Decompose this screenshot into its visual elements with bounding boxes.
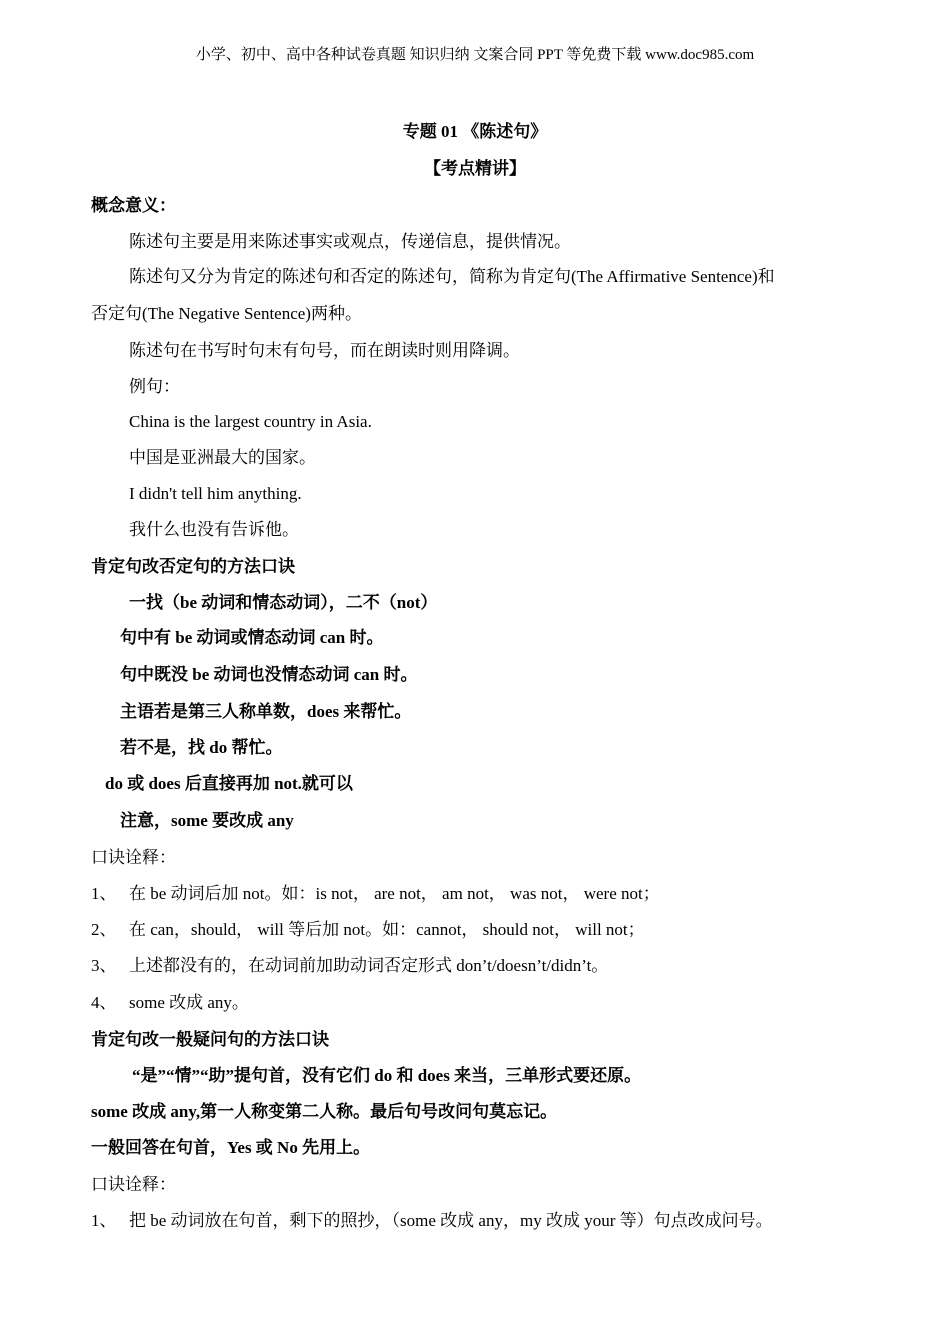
list-item: [91, 992, 249, 1014]
list-text: 上述都没有的，在动词前加助动词否定形式 don’t/doesn’t/didn’t。: [129, 956, 609, 975]
list-number: 4、: [91, 993, 117, 1012]
list-item: [91, 919, 645, 941]
rhyme-line: 一般回答在句首，Yes 或 No 先用上。: [91, 1138, 371, 1157]
rhyme-line: do 或 does 后直接再加 not.就可以: [105, 774, 353, 793]
rhyme-line: 注意，some 要改成 any: [120, 811, 294, 830]
example-english: I didn't tell him anything.: [129, 484, 302, 503]
example-chinese: 中国是亚洲最大的国家。: [129, 448, 316, 467]
paragraph: 否定句(The Negative Sentence)两种。: [91, 304, 362, 323]
example-label: 例句：: [129, 377, 180, 396]
page-subtitle: 【考点精讲】: [424, 159, 526, 178]
list-number: 1、: [91, 884, 117, 903]
example-chinese: 我什么也没有告诉他。: [129, 520, 299, 539]
page-header: 小学、初中、高中各种试卷真题 知识归纳 文案合同 PPT 等免费下载 www.doc985.com: [195, 47, 755, 63]
rhyme-line: 若不是，找 do 帮忙。: [120, 738, 283, 757]
list-item: [91, 883, 660, 905]
list-number: 1、: [91, 1211, 117, 1230]
rhyme-line: some 改成 any,第一人称变第二人称。最后句号改问句莫忘记。: [91, 1102, 558, 1121]
rhyme-line: “是”“情”“助”提句首，没有它们 do 和 does 来当，三单形式要还原。: [132, 1066, 642, 1085]
explain-label: 口诀诠释：: [91, 1175, 176, 1194]
paragraph: 陈述句在书写时句末有句号，而在朗读时则用降调。: [129, 341, 520, 360]
list-item: [91, 1210, 773, 1232]
list-item: [91, 955, 608, 977]
rhyme-line: 句中既没 be 动词也没情态动词 can 时。: [120, 665, 418, 684]
explain-label: 口诀诠释：: [91, 848, 176, 867]
rhyme-line: 主语若是第三人称单数，does 来帮忙。: [120, 702, 412, 721]
rhyme-line: 一找（be 动词和情态动词），二不（not）: [129, 593, 438, 612]
list-text: 在 can，should， will 等后加 not。如：cannot， should not， will not；: [129, 920, 645, 939]
example-english: China is the largest country in Asia.: [129, 412, 372, 431]
list-number: 2、: [91, 920, 117, 939]
paragraph: 陈述句主要是用来陈述事实或观点，传递信息，提供情况。: [129, 232, 571, 251]
page-title: 专题 01 《陈述句》: [402, 122, 548, 141]
list-text: some 改成 any。: [129, 993, 249, 1012]
list-text: 在 be 动词后加 not。如：is not， are not， am not， was not， were not；: [129, 884, 660, 903]
list-text: 把 be 动词放在句首，剩下的照抄，（some 改成 any，my 改成 your 等）句点改成问号。: [129, 1211, 773, 1230]
section-heading-concept: 概念意义：: [91, 196, 176, 215]
paragraph: 陈述句又分为肯定的陈述句和否定的陈述句，简称为肯定句(The Affirmative Sentence)和: [129, 267, 775, 286]
rhyme-line: 句中有 be 动词或情态动词 can 时。: [120, 628, 384, 647]
list-number: 3、: [91, 956, 117, 975]
section-heading-question: 肯定句改一般疑问句的方法口诀: [91, 1030, 329, 1049]
section-heading-negative: 肯定句改否定句的方法口诀: [91, 557, 295, 576]
